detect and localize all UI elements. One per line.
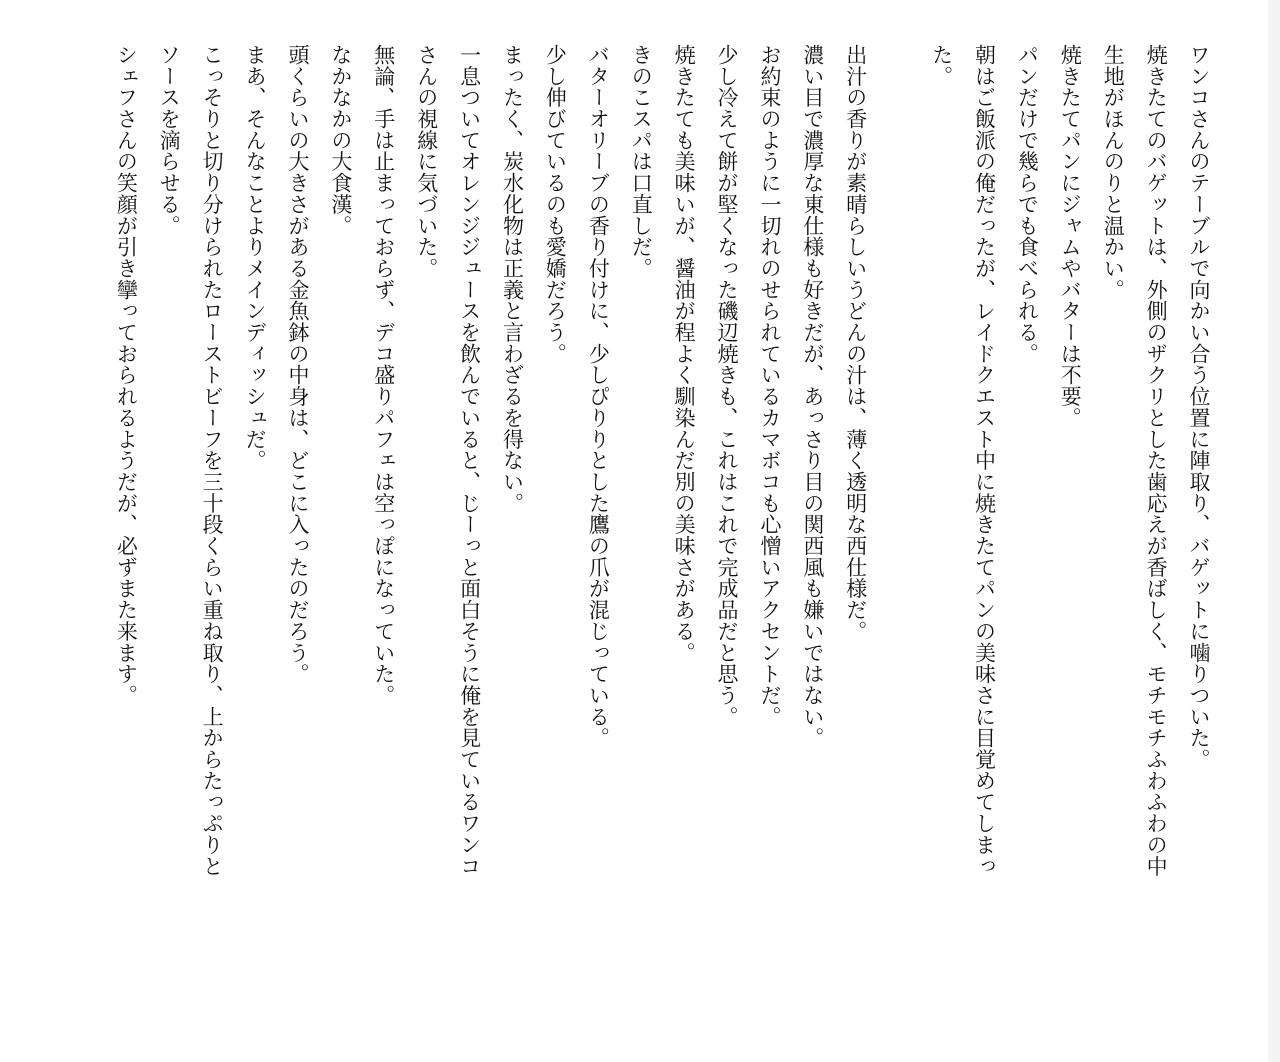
- vertical-text-block: [104, 44, 1220, 1044]
- text-line: た。: [929, 44, 954, 87]
- text-line: 無論、手は止まっておらず、デコ盛りパフェは空っぽになっていた。: [371, 44, 396, 706]
- text-line: 少し冷えて餅が堅くなった磯辺焼きも、これはこれで完成品だと思う。: [715, 44, 740, 728]
- text-line: こっそりと切り分けられたローストビーフを三十段くらい重ね取り、上からたっぷりと: [200, 44, 225, 877]
- text-line: 生地がほんのりと温かい。: [1101, 44, 1126, 301]
- text-line: 出汁の香りが素晴らしいうどんの汁は、薄く透明な西仕様だ。: [843, 44, 868, 642]
- page-edge: [1268, 0, 1280, 1062]
- text-line: 焼きたても美味いが、醤油が程よく馴染んだ別の美味さがある。: [672, 44, 697, 664]
- text-line: 少し伸びているのも愛嬌だろう。: [543, 44, 568, 365]
- text-line: バターオリーブの香り付けに、少しぴりりとした鷹の爪が混じっている。: [586, 44, 611, 749]
- text-line: なかなかの大食漢。: [328, 44, 353, 237]
- text-line: 焼きたてのバゲットは、外側のザクリとした歯応えが香ばしく、モチモチふわふわの中: [1144, 44, 1169, 877]
- text-line: ワンコさんのテーブルで向かい合う位置に陣取り、バゲットに噛りついた。: [1187, 44, 1211, 770]
- text-line: パンだけで幾らでも食べられる。: [1015, 44, 1040, 365]
- blank-line: [877, 44, 920, 1044]
- text-line: シェフさんの笑顔が引き攣っておられるようだが、必ずまた来ます。: [114, 44, 139, 706]
- text-line: 濃い目で濃厚な東仕様も好きだが、あっさり目の関西風も嫌いではない。: [800, 44, 825, 749]
- text-line: まったく、炭水化物は正義と言わざるを得ない。: [500, 44, 525, 514]
- text-line: さんの視線に気づいた。: [414, 44, 439, 279]
- text-line: お約束のように一切れのせられているカマボコも心憎いアクセントだ。: [757, 44, 782, 728]
- text-line: 焼きたてパンにジャムやバターは不要。: [1058, 44, 1083, 429]
- text-line: ソースを滴らせる。: [157, 44, 182, 237]
- text-line: 朝はご飯派の俺だったが、レイドクエスト中に焼きたてパンの美味さに目覚めてしまっ: [972, 44, 997, 877]
- text-line: 一息ついてオレンジジュースを飲んでいると、じーっと面白そうに俺を見ているワンコ: [457, 44, 482, 877]
- text-line: きのこスパは口直しだ。: [629, 44, 654, 279]
- text-line: まあ、そんなことよりメインディッシュだ。: [243, 44, 268, 471]
- text-line: 頭くらいの大きさがある金魚鉢の中身は、どこに入ったのだろう。: [285, 44, 310, 685]
